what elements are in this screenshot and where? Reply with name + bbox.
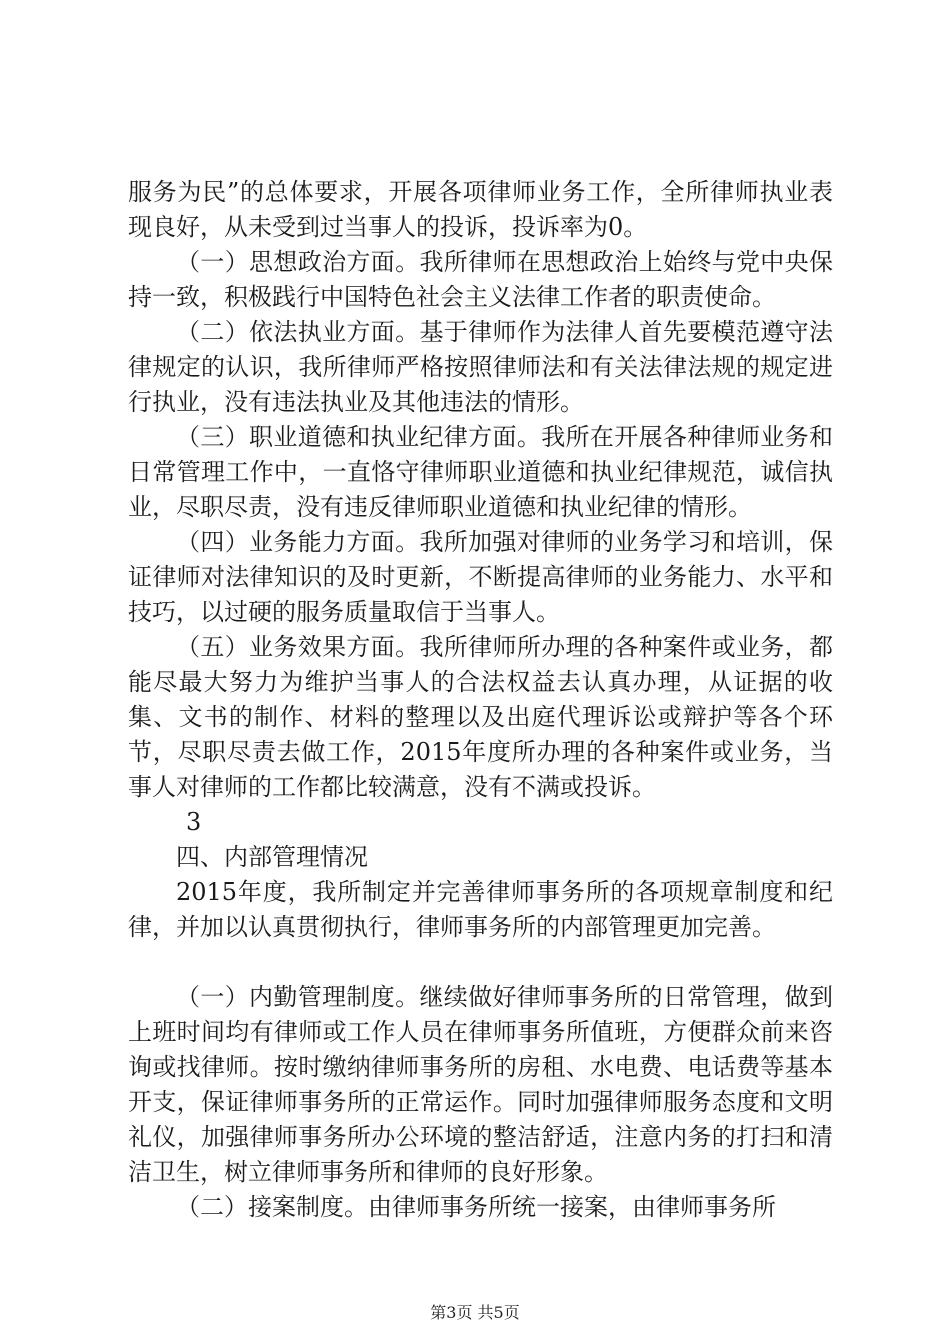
paragraph-case-intake: （二）接案制度。由律师事务所统一接案，由律师事务所 <box>176 1193 776 1221</box>
paragraph-ethics: （三）职业道德和执业纪律方面。我所在开展各种律师业务和日常管理工作中，一直恪守律师职业道德和执业纪律规范，诚信执业，尽职尽责，没有违反律师职业道德和执业纪律的情形。 <box>128 423 833 521</box>
paragraph-lawful-practice: （二）依法执业方面。基于律师作为法律人首先要模范遵守法律规定的认识，我所律师严格按照律师法和有关法律法规的规定进行执业，没有违法执业及其他违法的情形。 <box>128 318 833 416</box>
paragraph-political: （一）思想政治方面。我所律师在思想政治上始终与党中央保持一致，积极践行中国特色社会主义法律工作者的职责使命。 <box>128 248 833 311</box>
section-heading: 四、内部管理情况 <box>176 843 368 871</box>
paragraph-capability: （四）业务能力方面。我所加强对律师的业务学习和培训，保证律师对法律知识的及时更新，不断提高律师的业务能力、水平和技巧，以过硬的服务质量取信于当事人。 <box>128 528 833 626</box>
document-body <box>128 175 833 1225</box>
paragraph-service-summary: 服务为民”的总体要求，开展各项律师业务工作，全所律师执业表现良好，从未受到过当事人的投诉，投诉率为0。 <box>128 178 833 241</box>
page-footer: 第3页 共5页 <box>430 1303 520 1322</box>
paragraph-management-intro: 2015年度，我所制定并完善律师事务所的各项规章制度和纪律，并加以认真贯彻执行，律师事务所的内部管理更加完善。 <box>128 878 833 941</box>
paragraph-effectiveness: （五）业务效果方面。我所律师所办理的各种案件或业务，都能尽最大努力为维护当事人的合法权益去认真办理，从证据的收集、文书的制作、材料的整理以及出庭代理诉讼或辩护等各个环节，尽职尽责去做工作，2015年度所办理的各种案件或业务，当事人对律师的工作都比较满意，没有不满或投诉。 <box>128 633 833 801</box>
inline-page-number: 3 <box>186 808 202 836</box>
paragraph-office-management: （一）内勤管理制度。继续做好律师事务所的日常管理，做到上班时间均有律师或工作人员在律师事务所值班，方便群众前来咨询或找律师。按时缴纳律师事务所的房租、水电费、电话费等基本开支，保证律师事务所的正常运作。同时加强律师服务态度和文明礼仪，加强律师事务所办公环境的整洁舒适，注意内务的打扫和清洁卫生，树立律师事务所和律师的良好形象。 <box>128 983 833 1186</box>
